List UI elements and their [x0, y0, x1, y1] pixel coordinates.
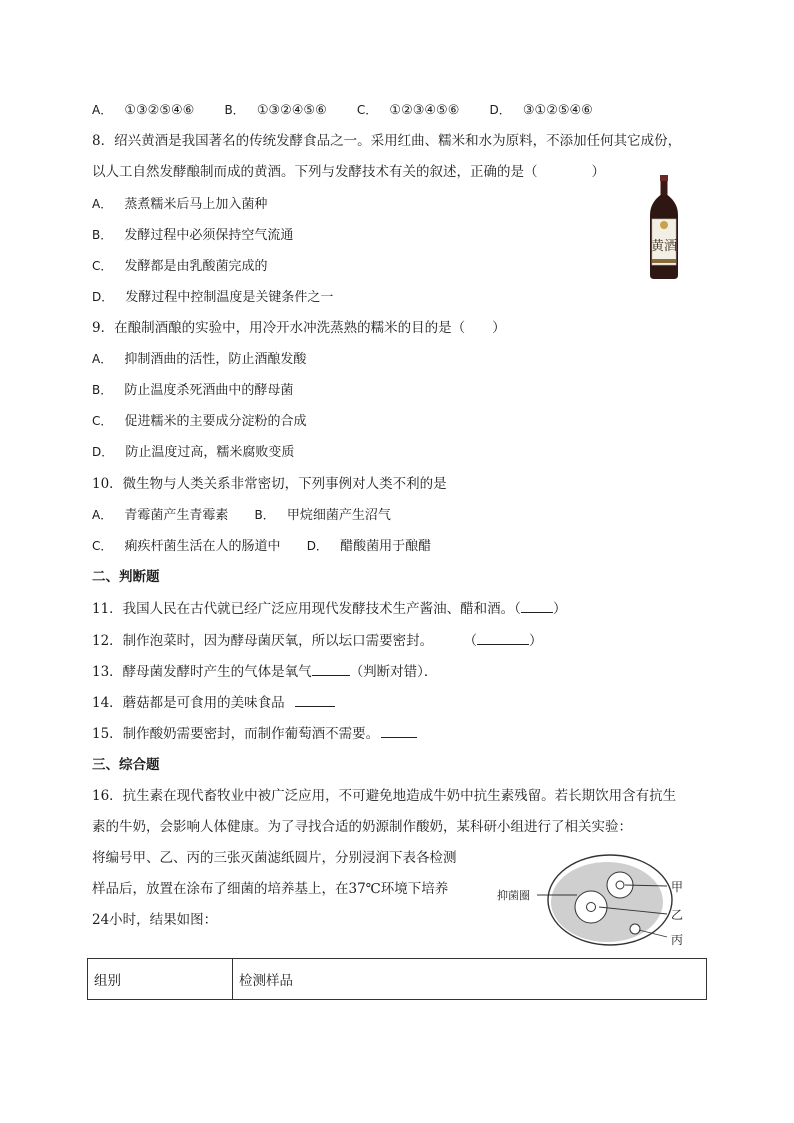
huangjiu-bottle-image [646, 175, 682, 279]
option-d-text: 醋酸菌用于酿醋 [340, 539, 432, 554]
option-letter: B． [92, 228, 113, 242]
q9-option-a [92, 349, 306, 370]
option-a-text: ①③②⑤④⑥ [124, 103, 195, 118]
option-text: 蒸煮糯米后马上加入菌种 [124, 197, 268, 212]
q7-options-row [92, 100, 593, 121]
table-header-row [88, 959, 707, 1000]
label-bing: 丙 [671, 933, 684, 947]
q16-line2: 素的牛奶，会影响人体健康。为了寻找合适的奶源制作酸奶，某科研小组进行了相关实验： [92, 819, 632, 835]
label-inhibition-zone: 抑菌圈 [497, 889, 530, 902]
option-letter: D． [92, 445, 114, 459]
option-b-text: 甲烷细菌产生沼气 [286, 508, 391, 523]
q8-option-b [92, 225, 293, 246]
table-header-cell: 检测样品 [233, 959, 707, 1000]
q11-text: 11．我国人民在古代就已经广泛应用现代发酵技术生产酱油、醋和酒。（ [92, 601, 521, 617]
option-a-text: 青霉菌产生青霉素 [124, 508, 229, 523]
answer-blank[interactable] [521, 598, 553, 613]
option-letter: A． [92, 352, 113, 366]
q8-option-a [92, 194, 267, 215]
q8-option-c [92, 256, 268, 277]
section-title-comprehensive: 三、综合题 [92, 757, 160, 773]
option-c-text: 痢疾杆菌生活在人的肠道中 [124, 539, 281, 554]
q11-tail: ） [552, 601, 567, 617]
q11 [92, 598, 566, 619]
option-b-text: ①③②④⑤⑥ [256, 103, 327, 118]
option-text: 防止温度过高，糯米腐败变质 [125, 445, 295, 460]
option-letter: B． [254, 508, 275, 522]
option-letter: D． [306, 539, 328, 553]
q9-option-c [92, 411, 307, 432]
label-jia: 甲 [671, 880, 684, 894]
q14 [92, 692, 335, 713]
option-text: 抑制酒曲的活性，防止酒酿发酸 [124, 352, 307, 367]
q10-options-row2 [92, 536, 431, 557]
q10-options-row1 [92, 505, 391, 526]
q12 [92, 630, 542, 651]
q13-tail: （判断对错）． [349, 664, 438, 680]
results-table [87, 958, 707, 1000]
label-yi: 乙 [671, 908, 684, 922]
option-letter: C． [92, 539, 113, 553]
option-text: 促进糯米的主要成分淀粉的合成 [124, 414, 307, 429]
option-letter: C． [92, 259, 113, 273]
option-letter: A． [92, 197, 113, 211]
q13 [92, 661, 437, 682]
option-letter: B． [92, 383, 113, 397]
option-letter: A． [92, 508, 113, 522]
q15 [92, 723, 417, 744]
option-letter: D． [92, 290, 114, 304]
option-text: 发酵过程中必须保持空气流通 [124, 228, 294, 243]
q16-line1: 16．抗生素在现代畜牧业中被广泛应用，不可避免地造成牛奶中抗生素残留。若长期饮用含有抗生 [92, 788, 677, 804]
q15-text: 15．制作酸奶需要密封，而制作葡萄酒不需要。 [92, 726, 380, 742]
q12-text: 12．制作泡菜时，因为酵母菌厌氧，所以坛口需要密封。 [92, 633, 434, 649]
q16-line4: 样品后，放置在涂布了细菌的培养基上，在37℃环境下培养 [92, 881, 449, 897]
q9-stem: 9．在酿制酒酿的实验中，用冷开水冲洗蒸熟的糯米的目的是（ ） [92, 320, 506, 336]
option-letter: A． [92, 103, 113, 117]
option-letter: B． [224, 103, 245, 117]
answer-blank[interactable] [295, 692, 335, 707]
option-letter: D． [489, 103, 511, 117]
q13-text: 13．酵母菌发酵时产生的气体是氧气 [92, 664, 312, 680]
q12-open-paren: （ [463, 633, 477, 649]
q9-option-d [92, 442, 294, 463]
q9-option-b [92, 380, 293, 401]
section-title-judgement: 二、判断题 [92, 569, 160, 585]
q10-stem: 10．微生物与人类关系非常密切，下列事例对人类不利的是 [92, 476, 447, 492]
q12-close-paren: ） [528, 633, 543, 649]
answer-blank[interactable] [477, 630, 529, 645]
q16-line3: 将编号甲、乙、丙的三张灭菌滤纸圆片，分别浸润下表各检测 [92, 850, 457, 866]
answer-blank[interactable] [381, 723, 417, 738]
option-text: 发酵都是由乳酸菌完成的 [124, 259, 268, 274]
q14-text: 14．蘑菇都是可食用的美味食品 [92, 695, 285, 711]
q16-line5: 24小时，结果如图： [92, 912, 218, 928]
q8-stem-line2: 以人工自然发酵酿制而成的黄酒。下列与发酵技术有关的叙述，正确的是（ ） [92, 164, 605, 180]
option-text: 发酵过程中控制温度是关键条件之一 [125, 290, 334, 305]
option-c-text: ①②③④⑤⑥ [389, 103, 460, 118]
answer-blank[interactable] [312, 661, 350, 676]
option-letter: C． [356, 103, 378, 117]
option-d-text: ③①②⑤④⑥ [522, 103, 593, 118]
bottle-label: 黄酒 [650, 239, 678, 254]
petri-dish-figure [495, 852, 710, 952]
q8-option-d [92, 287, 333, 308]
option-letter: C． [92, 414, 113, 428]
q8-stem-line1: 8．绍兴黄酒是我国著名的传统发酵食品之一。采用红曲、糯米和水为原料，不添加任何其它成份， [92, 133, 682, 149]
table-header-cell: 组别 [88, 959, 233, 1000]
option-text: 防止温度杀死酒曲中的酵母菌 [124, 383, 294, 398]
